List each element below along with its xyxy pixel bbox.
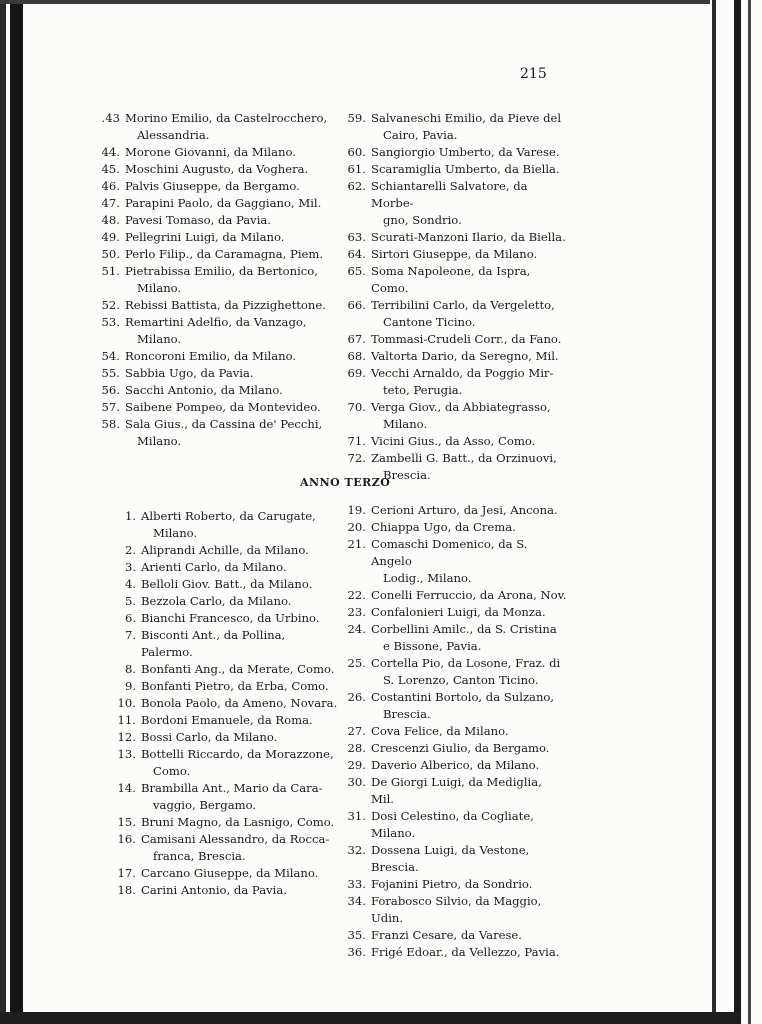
entry-line: Confalonieri Luigi, da Monza. (371, 605, 546, 619)
entry-number: 68. (347, 349, 366, 363)
entry-line: Forabosco Silvio, da Maggio, Udin. (371, 894, 542, 925)
entry-number: 61. (347, 162, 366, 176)
entry-number: 22. (347, 588, 366, 602)
entry-text (141, 695, 338, 712)
list-entry (336, 893, 568, 927)
entry-line: Frigé Edoar., da Vellezzo, Pavia. (371, 945, 560, 959)
entry-number: 59. (347, 111, 366, 125)
entry-text (371, 774, 568, 808)
list-entry (336, 178, 566, 229)
entry-number: 33. (347, 877, 366, 891)
entry-line: De Giorgi Luigi, da Mediglia, Mil. (371, 775, 542, 806)
entry-number: 44. (101, 145, 120, 159)
entry-text (371, 331, 566, 348)
list-entry (86, 695, 338, 712)
bottom-right-column (336, 502, 568, 961)
list-entry (336, 399, 566, 433)
list-entry (86, 314, 336, 348)
entry-line: Saibene Pompeo, da Montevideo. (125, 400, 321, 414)
list-entry (86, 559, 338, 576)
entry-number: 67. (347, 332, 366, 346)
entry-text (371, 723, 568, 740)
entry-line: Bordoni Emanuele, da Roma. (141, 713, 313, 727)
list-entry (336, 927, 568, 944)
list-entry (86, 195, 336, 212)
entry-text (371, 433, 566, 450)
entry-number: 56. (101, 383, 120, 397)
entry-text (141, 593, 338, 610)
entry-number: 2. (124, 543, 136, 557)
entry-text (141, 814, 338, 831)
entry-number: 5. (124, 594, 136, 608)
entry-number: 72. (347, 451, 366, 465)
list-entry (336, 808, 568, 842)
entry-line: Chiappa Ugo, da Crema. (371, 520, 516, 534)
entry-text (141, 576, 338, 593)
list-entry (336, 740, 568, 757)
entry-text (141, 831, 338, 865)
entry-number: 49. (101, 230, 120, 244)
list-entry (336, 365, 566, 399)
entry-line: Alberti Roberto, da Carugate, (141, 509, 316, 523)
list-entry (336, 263, 566, 297)
entry-continuation-line: teto, Perugia. (383, 383, 463, 397)
entry-number: 60. (347, 145, 366, 159)
entry-number: 45. (101, 162, 120, 176)
entry-line: Tommasi-Crudeli Corr., da Fano. (371, 332, 562, 346)
list-entry (86, 416, 336, 450)
entry-line: Parapini Paolo, da Gaggiano, Mil. (125, 196, 322, 210)
top-left-column (86, 110, 336, 450)
entry-text (141, 712, 338, 729)
list-entry (86, 627, 338, 661)
entry-number: 27. (347, 724, 366, 738)
list-entry (336, 604, 568, 621)
list-entry (86, 610, 338, 627)
list-entry (86, 110, 336, 144)
entry-text (141, 610, 338, 627)
entry-number: 32. (347, 843, 366, 857)
entry-text (371, 808, 568, 842)
list-entry (86, 746, 338, 780)
entry-text (371, 348, 566, 365)
list-entry (86, 382, 336, 399)
entry-line: Daverio Alberico, da Milano. (371, 758, 540, 772)
entry-line: Sala Gius., da Cassina de' Pecchi, (125, 417, 323, 431)
list-entry (336, 621, 568, 655)
entry-continuation-line: S. Lorenzo, Canton Ticino. (383, 673, 539, 687)
list-entry (336, 246, 566, 263)
entry-number: 11. (117, 713, 136, 727)
entry-text (141, 729, 338, 746)
entry-number: 69. (347, 366, 366, 380)
list-entry (336, 519, 568, 536)
list-entry (86, 297, 336, 314)
entry-text (371, 689, 568, 723)
entry-text (371, 365, 566, 399)
list-entry (86, 161, 336, 178)
entry-line: Valtorta Dario, da Seregno, Mil. (371, 349, 559, 363)
section-heading: ANNO TERZO (300, 476, 391, 489)
entry-text (141, 865, 338, 882)
entry-number: 9. (124, 679, 136, 693)
entry-number: 13. (117, 747, 136, 761)
entry-text (125, 416, 336, 450)
list-entry (336, 229, 566, 246)
list-entry (336, 144, 566, 161)
entry-text (371, 604, 568, 621)
entry-text (371, 519, 568, 536)
entry-line: Sacchi Antonio, da Milano. (125, 383, 283, 397)
entry-line: Carini Antonio, da Pavia. (141, 883, 287, 897)
entry-text (371, 229, 566, 246)
entry-line: Crescenzi Giulio, da Bergamo. (371, 741, 550, 755)
binding-edge-left-dark (10, 0, 23, 1024)
list-entry (336, 723, 568, 740)
entry-text (371, 876, 568, 893)
entry-line: Pavesi Tomaso, da Pavia. (125, 213, 272, 227)
entry-number: 53. (101, 315, 120, 329)
entry-line: Sangiorgio Umberto, da Varese. (371, 145, 560, 159)
entry-number: 65. (347, 264, 366, 278)
list-entry (336, 161, 566, 178)
entry-line: Perlo Filip., da Caramagna, Piem. (125, 247, 324, 261)
list-entry (86, 576, 338, 593)
entry-text (371, 757, 568, 774)
entry-line: Bonfanti Ang., da Merate, Como. (141, 662, 335, 676)
list-entry (336, 536, 568, 587)
entry-number: 35. (347, 928, 366, 942)
entry-line: Dosi Celestino, da Cogliate, Milano. (371, 809, 534, 840)
list-entry (86, 508, 338, 542)
entry-line: Scaramiglia Umberto, da Biella. (371, 162, 560, 176)
entry-text (125, 263, 336, 297)
entry-line: Cortella Pio, da Losone, Fraz. di (371, 656, 561, 670)
list-entry (336, 110, 566, 144)
entry-text (125, 246, 336, 263)
entry-line: Comaschi Domenico, da S. Angelo (371, 537, 528, 568)
list-entry (336, 842, 568, 876)
entry-continuation-line: Milano. (383, 417, 428, 431)
entry-number: 10. (117, 696, 136, 710)
entry-text (371, 587, 568, 604)
entry-text (141, 780, 338, 814)
entry-text (125, 212, 336, 229)
list-entry (86, 661, 338, 678)
bottom-left-column (86, 508, 338, 899)
entry-text (125, 161, 336, 178)
entry-number: 31. (347, 809, 366, 823)
entry-text (371, 263, 566, 297)
entry-text (141, 627, 338, 661)
entry-line: Palvis Giuseppe, da Bergamo. (125, 179, 300, 193)
entry-number: 21. (347, 537, 366, 551)
list-entry (86, 399, 336, 416)
entry-continuation-line: Milano. (137, 434, 182, 448)
list-entry (336, 348, 566, 365)
entry-number: .43 (101, 111, 120, 125)
page-edge-right (712, 0, 716, 1024)
entry-line: Dossena Luigi, da Vestone, Brescia. (371, 843, 530, 874)
list-entry (86, 814, 338, 831)
entry-line: Brambilla Ant., Mario da Cara- (141, 781, 323, 795)
entry-number: 26. (347, 690, 366, 704)
list-entry (86, 365, 336, 382)
list-entry (86, 678, 338, 695)
page-number: 215 (520, 66, 547, 82)
entry-line: Verga Giov., da Abbiategrasso, (371, 400, 551, 414)
list-entry (86, 712, 338, 729)
entry-number: 18. (117, 883, 136, 897)
entry-number: 1. (124, 509, 136, 523)
list-entry (336, 944, 568, 961)
entry-number: 8. (124, 662, 136, 676)
entry-text (371, 502, 568, 519)
entry-text (371, 655, 568, 689)
list-entry (336, 502, 568, 519)
top-right-column (336, 110, 566, 484)
entry-number: 23. (347, 605, 366, 619)
entry-continuation-line: gno, Sondrio. (383, 213, 462, 227)
entry-number: 64. (347, 247, 366, 261)
entry-continuation-line: e Bissone, Pavia. (383, 639, 482, 653)
entry-line: Sirtori Giuseppe, da Milano. (371, 247, 538, 261)
entry-number: 29. (347, 758, 366, 772)
entry-text (125, 382, 336, 399)
entry-line: Bezzola Carlo, da Milano. (141, 594, 292, 608)
entry-text (125, 399, 336, 416)
list-entry (336, 876, 568, 893)
entry-line: Cova Felice, da Milano. (371, 724, 509, 738)
entry-number: 7. (124, 628, 136, 642)
entry-text (371, 110, 566, 144)
list-entry (336, 587, 568, 604)
binding-edge-left (0, 0, 6, 1024)
entry-number: 24. (347, 622, 366, 636)
entry-number: 17. (117, 866, 136, 880)
page-edge-bottom (0, 1012, 740, 1024)
entry-line: Camisani Alessandro, da Rocca- (141, 832, 330, 846)
entry-line: Rebissi Battista, da Pizzighettone. (125, 298, 326, 312)
entry-text (371, 246, 566, 263)
entry-continuation-line: Como. (153, 764, 191, 778)
entry-line: Costantini Bortolo, da Sulzano, (371, 690, 555, 704)
entry-text (371, 178, 566, 229)
entry-number: 70. (347, 400, 366, 414)
entry-number: 63. (347, 230, 366, 244)
entry-number: 58. (101, 417, 120, 431)
entry-number: 50. (101, 247, 120, 261)
entry-line: Morone Giovanni, da Milano. (125, 145, 296, 159)
list-entry (86, 246, 336, 263)
entry-number: 52. (101, 298, 120, 312)
entry-number: 36. (347, 945, 366, 959)
entry-line: Bossi Carlo, da Milano. (141, 730, 278, 744)
list-entry (86, 780, 338, 814)
entry-continuation-line: Brescia. (383, 707, 431, 721)
entry-text (371, 893, 568, 927)
entry-line: Zambelli G. Batt., da Orzinuovi, (371, 451, 557, 465)
entry-text (371, 927, 568, 944)
entry-line: Carcano Giuseppe, da Milano. (141, 866, 319, 880)
list-entry (336, 433, 566, 450)
entry-text (125, 348, 336, 365)
entry-continuation-line: Brescia. (383, 468, 431, 482)
entry-text (141, 746, 338, 780)
entry-number: 19. (347, 503, 366, 517)
entry-number: 28. (347, 741, 366, 755)
entry-text (371, 842, 568, 876)
list-entry (86, 263, 336, 297)
entry-text (371, 399, 566, 433)
entry-line: Scurati-Manzoni Ilario, da Biella. (371, 230, 566, 244)
entry-text (125, 297, 336, 314)
list-entry (86, 212, 336, 229)
entry-number: 30. (347, 775, 366, 789)
entry-line: Aliprandi Achille, da Milano. (141, 543, 309, 557)
entry-line: Bisconti Ant., da Pollina, Palermo. (141, 628, 286, 659)
entry-continuation-line: franca, Brescia. (153, 849, 246, 863)
entry-text (371, 740, 568, 757)
entry-number: 3. (124, 560, 136, 574)
entry-text (141, 661, 338, 678)
entry-line: Bonola Paolo, da Ameno, Novara. (141, 696, 338, 710)
entry-line: Cerioni Arturo, da Jesi, Ancona. (371, 503, 558, 517)
list-entry (86, 882, 338, 899)
entry-number: 55. (101, 366, 120, 380)
page-edge-right-outer (748, 0, 751, 1024)
entry-continuation-line: Milano. (137, 281, 182, 295)
entry-text (371, 621, 568, 655)
entry-line: Schiantarelli Salvatore, da Morbe- (371, 179, 528, 210)
entry-number: 20. (347, 520, 366, 534)
entry-text (141, 542, 338, 559)
entry-line: Pietrabissa Emilio, da Bertonico, (125, 264, 318, 278)
entry-text (125, 365, 336, 382)
entry-number: 46. (101, 179, 120, 193)
entry-continuation-line: Cantone Ticino. (383, 315, 476, 329)
entry-line: Morino Emilio, da Castelrocchero, (125, 111, 328, 125)
entry-line: Franzi Cesare, da Varese. (371, 928, 522, 942)
entry-text (371, 450, 566, 484)
entry-text (125, 110, 336, 144)
list-entry (336, 757, 568, 774)
entry-continuation-line: vaggio, Bergamo. (153, 798, 257, 812)
entry-text (371, 944, 568, 961)
list-entry (86, 729, 338, 746)
entry-text (141, 508, 338, 542)
list-entry (336, 331, 566, 348)
entry-text (371, 144, 566, 161)
entry-line: Bianchi Francesco, da Urbino. (141, 611, 320, 625)
entry-text (125, 178, 336, 195)
list-entry (86, 542, 338, 559)
entry-continuation-line: Cairo, Pavia. (383, 128, 458, 142)
entry-number: 25. (347, 656, 366, 670)
entry-text (125, 229, 336, 246)
list-entry (86, 831, 338, 865)
entry-number: 34. (347, 894, 366, 908)
list-entry (336, 655, 568, 689)
entry-number: 4. (124, 577, 136, 591)
entry-text (125, 195, 336, 212)
entry-line: Terribilini Carlo, da Vergeletto, (371, 298, 555, 312)
list-entry (86, 144, 336, 161)
entry-number: 14. (117, 781, 136, 795)
list-entry (336, 689, 568, 723)
entry-number: 12. (117, 730, 136, 744)
entry-line: Bruni Magno, da Lasnigo, Como. (141, 815, 335, 829)
entry-line: Belloli Giov. Batt., da Milano. (141, 577, 313, 591)
entry-text (141, 559, 338, 576)
list-entry (86, 865, 338, 882)
entry-line: Pellegrini Luigi, da Milano. (125, 230, 285, 244)
entry-number: 48. (101, 213, 120, 227)
entry-number: 62. (347, 179, 366, 193)
entry-continuation-line: Milano. (137, 332, 182, 346)
entry-text (371, 297, 566, 331)
entry-text (371, 536, 568, 587)
entry-number: 71. (347, 434, 366, 448)
list-entry (86, 348, 336, 365)
entry-line: Vecchi Arnaldo, da Poggio Mir- (371, 366, 554, 380)
entry-continuation-line: Lodig., Milano. (383, 571, 472, 585)
entry-line: Sabbia Ugo, da Pavia. (125, 366, 254, 380)
list-entry (336, 774, 568, 808)
entry-number: 51. (101, 264, 120, 278)
entry-line: Bonfanti Pietro, da Erba, Como. (141, 679, 329, 693)
list-entry (336, 297, 566, 331)
entry-continuation-line: Milano. (153, 526, 198, 540)
list-entry (86, 178, 336, 195)
entry-line: Fojanini Pietro, da Sondrio. (371, 877, 533, 891)
entry-number: 6. (124, 611, 136, 625)
entry-text (125, 314, 336, 348)
entry-line: Corbellini Amilc., da S. Cristina (371, 622, 557, 636)
entry-line: Moschini Augusto, da Voghera. (125, 162, 309, 176)
entry-number: 15. (117, 815, 136, 829)
entry-number: 54. (101, 349, 120, 363)
entry-number: 57. (101, 400, 120, 414)
entry-text (125, 144, 336, 161)
entry-line: Remartini Adelfio, da Vanzago, (125, 315, 307, 329)
entry-number: 66. (347, 298, 366, 312)
entry-line: Vicini Gius., da Asso, Como. (371, 434, 536, 448)
entry-number: 16. (117, 832, 136, 846)
entry-line: Arienti Carlo, da Milano. (141, 560, 287, 574)
list-entry (86, 593, 338, 610)
entry-line: Soma Napoleone, da Ispra, Como. (371, 264, 531, 295)
entry-line: Conelli Ferruccio, da Arona, Nov. (371, 588, 567, 602)
entry-line: Bottelli Riccardo, da Morazzone, (141, 747, 334, 761)
page-edge-right-dark (734, 0, 741, 1024)
entry-text (141, 678, 338, 695)
entry-continuation-line: Alessandria. (137, 128, 210, 142)
entry-text (371, 161, 566, 178)
page-edge-top (0, 0, 710, 4)
entry-number: 47. (101, 196, 120, 210)
entry-text (141, 882, 338, 899)
entry-line: Roncoroni Emilio, da Milano. (125, 349, 297, 363)
entry-line: Salvaneschi Emilio, da Pieve del (371, 111, 562, 125)
list-entry (86, 229, 336, 246)
